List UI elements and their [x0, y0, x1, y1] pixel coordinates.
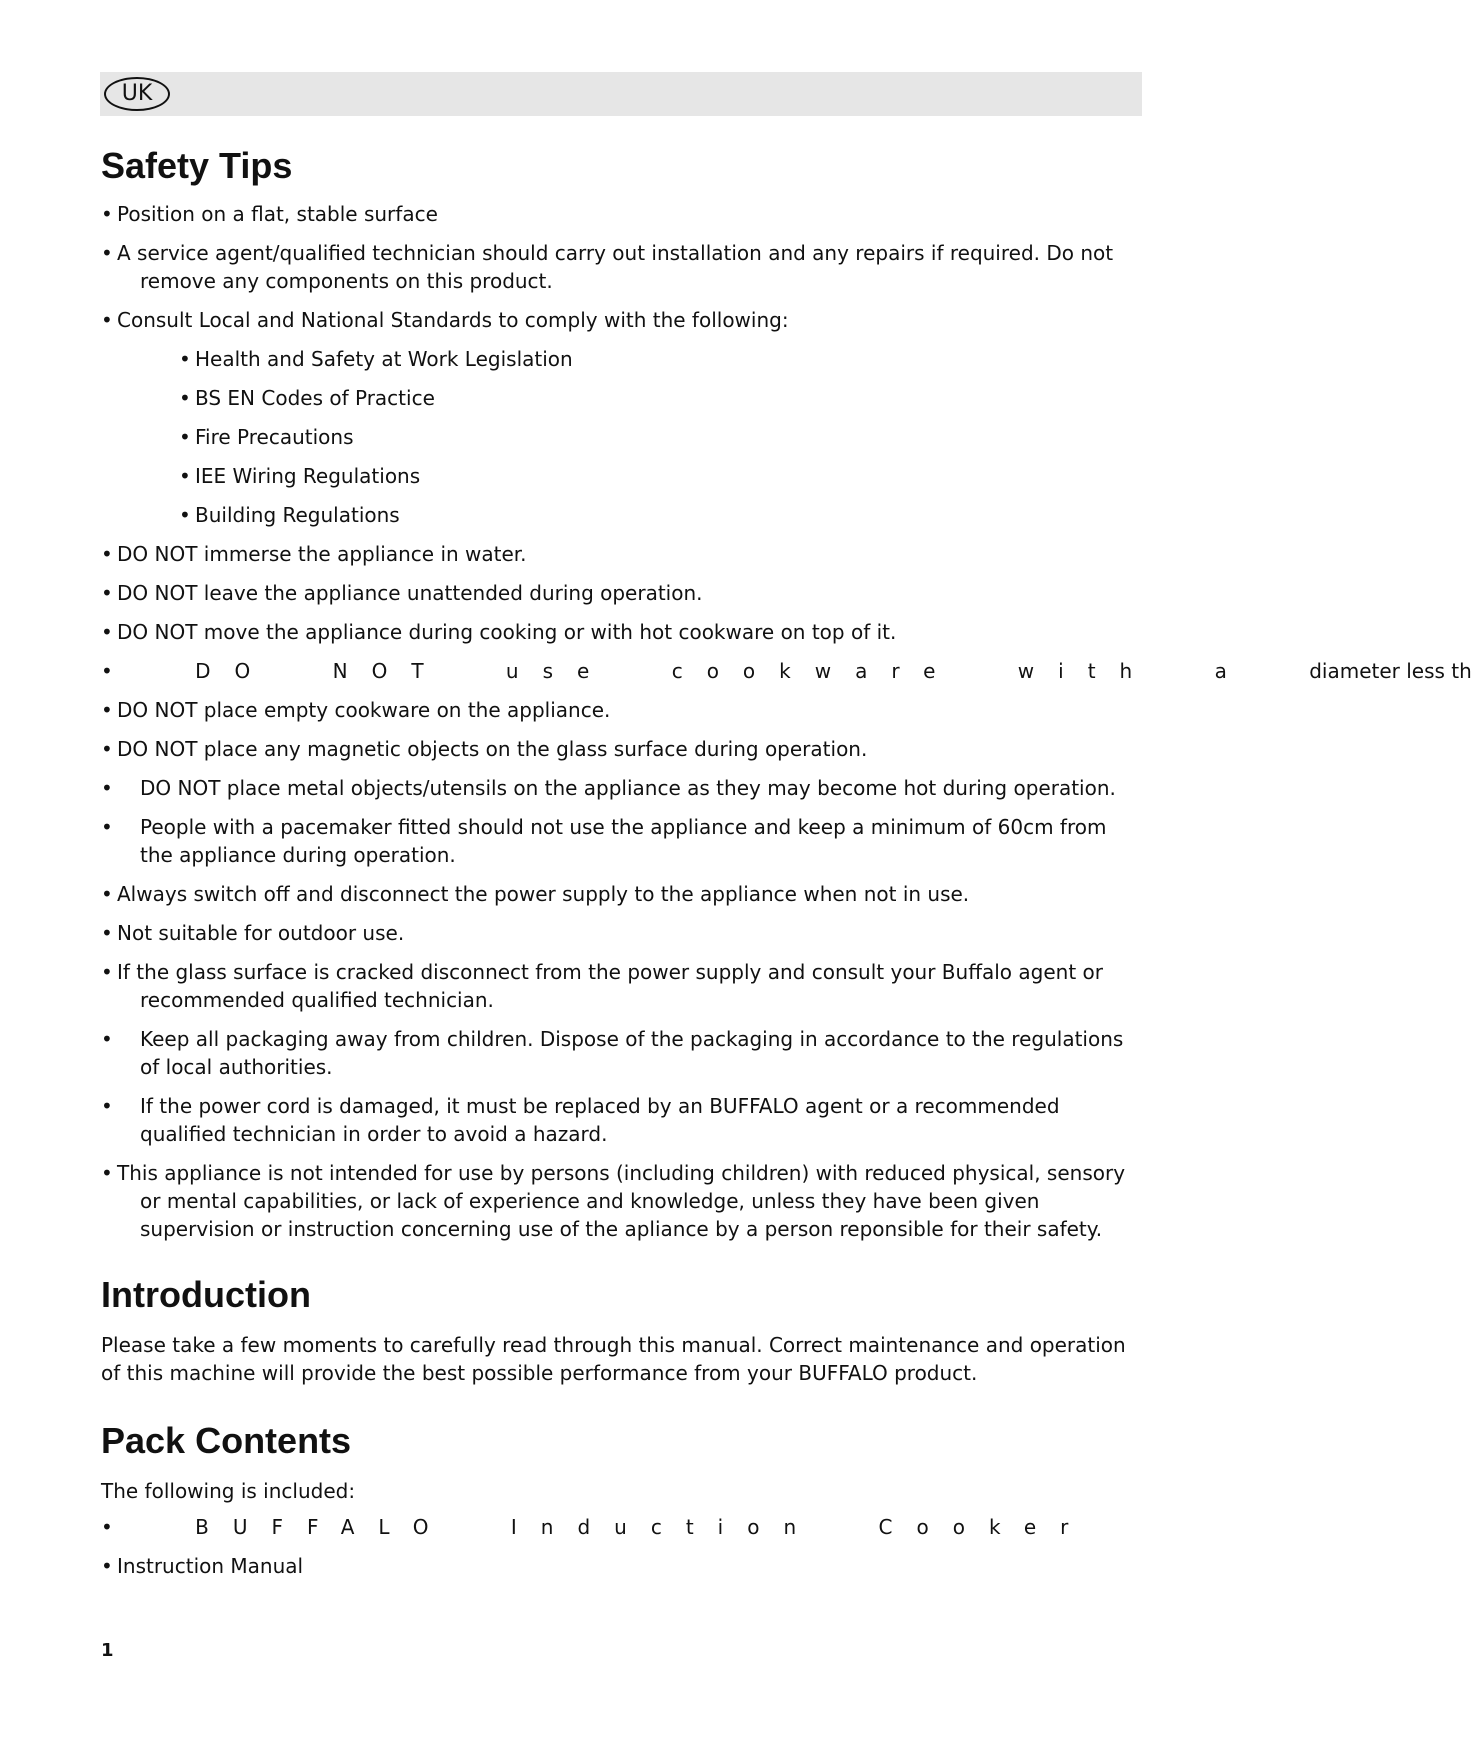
- list-item: • Keep all packaging away from children. Dispose of the packaging in accordance to the regulations of local authorities.: [101, 1027, 1124, 1079]
- list-item: • DO NOT move the appliance during cooking or with hot cookware on top of it.: [101, 620, 897, 644]
- list-item: • Always switch off and disconnect the power supply to the appliance when not in use.: [101, 882, 970, 906]
- standards-list-item: • IEE Wiring Regulations: [179, 464, 421, 488]
- list-item-spaced: • DO NOT use cookware with a diameter less th: [101, 659, 1472, 683]
- safety-tips-list: [101, 200, 1472, 1243]
- introduction-heading: Introduction: [101, 1274, 311, 1315]
- list-item: • DO NOT place any magnetic objects on the glass surface during operation.: [101, 737, 868, 761]
- bullet-icon: •: [101, 921, 113, 945]
- bullet-icon: •: [101, 1161, 113, 1185]
- bullet-icon: •: [101, 542, 113, 566]
- bullet-icon: •: [101, 776, 113, 800]
- standards-list-item: • Fire Precautions: [179, 425, 354, 449]
- pack-contents-intro: The following is included:: [101, 1479, 356, 1503]
- introduction-text: Please take a few moments to carefully read through this manual. Correct maintenance and operation of this machine will provide the best possible performance from your BUFFALO product.: [101, 1333, 1126, 1385]
- bullet-icon: •: [101, 815, 113, 839]
- bullet-icon: •: [179, 464, 191, 488]
- pack-contents-list: [101, 1513, 1141, 1580]
- list-item: • Instruction Manual: [101, 1554, 304, 1578]
- bullet-icon: •: [101, 659, 137, 683]
- bullet-icon: •: [179, 425, 191, 449]
- pack-contents-heading: Pack Contents: [101, 1420, 352, 1461]
- bullet-icon: •: [101, 882, 113, 906]
- bullet-icon: •: [101, 698, 113, 722]
- bullet-icon: •: [101, 1094, 113, 1118]
- bullet-icon: •: [101, 1554, 113, 1578]
- bullet-icon: •: [101, 1027, 113, 1051]
- page-number: 1: [101, 1640, 114, 1661]
- bullet-icon: •: [101, 308, 113, 332]
- bullet-icon: •: [101, 202, 113, 226]
- bullet-icon: •: [101, 241, 113, 265]
- safety-tips-heading: Safety Tips: [101, 145, 293, 186]
- bullet-icon: •: [101, 581, 113, 605]
- list-item: • This appliance is not intended for use by persons (including children) with reduced physical, sensory or mental capabilities, or lack of experience and knowledge, unless they have been given supervision or instruction concerning use of the apliance by a person reponsible for their safety.: [101, 1161, 1126, 1241]
- list-item: • DO NOT leave the appliance unattended during operation.: [101, 581, 703, 605]
- list-item: • Position on a flat, stable surface: [101, 202, 438, 226]
- document-body: [101, 140, 1472, 1591]
- bullet-icon: •: [101, 960, 113, 984]
- standards-list-item: • Building Regulations: [179, 503, 400, 527]
- list-item: • DO NOT place metal objects/utensils on the appliance as they may become hot during operation.: [101, 776, 1116, 800]
- bullet-icon: •: [179, 347, 191, 371]
- list-item: • If the glass surface is cracked disconnect from the power supply and consult your Buffalo agent or recommended qualified technician.: [101, 960, 1103, 1012]
- list-item: • Not suitable for outdoor use.: [101, 921, 405, 945]
- bullet-icon: •: [101, 1515, 137, 1539]
- list-item: • Consult Local and National Standards to comply with the following:: [101, 308, 789, 332]
- list-item: • DO NOT immerse the appliance in water.: [101, 542, 527, 566]
- list-item: • A service agent/qualified technician should carry out installation and any repairs if required. Do not remove any components on this product.: [101, 241, 1114, 293]
- standards-list-item: • Health and Safety at Work Legislation: [179, 347, 573, 371]
- standards-list-item: • BS EN Codes of Practice: [179, 386, 435, 410]
- bullet-icon: •: [179, 386, 191, 410]
- bullet-icon: •: [101, 737, 113, 761]
- language-header-bar: [100, 72, 1142, 116]
- bullet-icon: •: [101, 620, 113, 644]
- list-item: • People with a pacemaker fitted should not use the appliance and keep a minimum of 60cm from the appliance during operation.: [101, 815, 1107, 867]
- list-item: • If the power cord is damaged, it must be replaced by an BUFFALO agent or a recommended qualified technician in order to avoid a hazard.: [101, 1094, 1060, 1146]
- list-item: • DO NOT place empty cookware on the appliance.: [101, 698, 611, 722]
- list-item-spaced: • BUFFALO Induction Cooker: [101, 1515, 1093, 1539]
- language-badge: UK: [104, 77, 170, 111]
- bullet-icon: •: [179, 503, 191, 527]
